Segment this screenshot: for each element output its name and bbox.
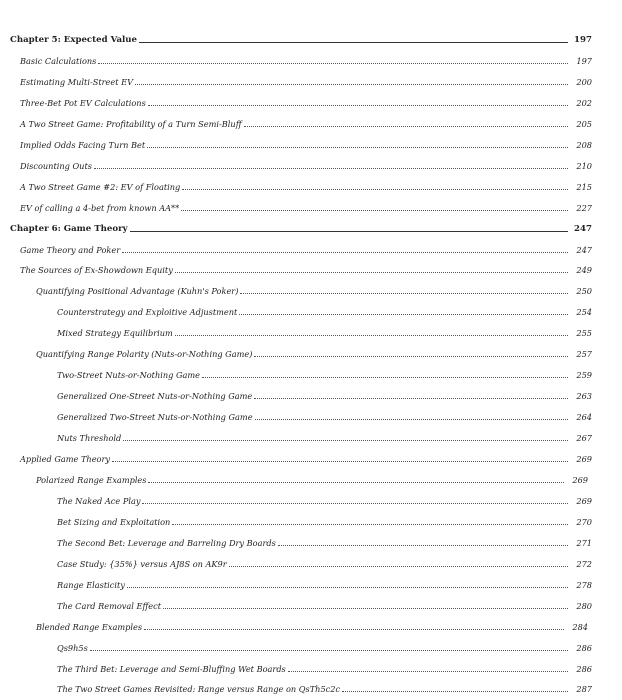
- toc-entry-row[interactable]: [0, 597, 622, 611]
- toc-entry-title: Mixed Strategy Equilibrium: [57, 328, 173, 339]
- toc-page-number: 287: [576, 684, 592, 695]
- toc-entry-row[interactable]: [0, 660, 622, 674]
- toc-entry-row[interactable]: [0, 429, 622, 443]
- dot-leader: [148, 105, 568, 106]
- toc-entry-title: Bet Sizing and Exploitation: [57, 516, 171, 527]
- toc-entry-title: Applied Game Theory: [20, 454, 111, 464]
- dot-leader: [240, 293, 568, 294]
- toc-entry-row[interactable]: [0, 513, 622, 527]
- dot-leader: [163, 608, 568, 609]
- toc-entry-title: Game Theory and Poker: [20, 244, 121, 255]
- toc-page-number: 208: [576, 139, 592, 150]
- toc-entry-title: Quantifying Range Polarity (Nuts-or-Nothing Game): [36, 349, 253, 360]
- toc-page-number: 269: [576, 495, 592, 506]
- toc-entry-title: A Two Street Game #2: EV of Floating: [20, 181, 181, 192]
- toc-page-number: 286: [576, 642, 592, 653]
- dot-leader: [147, 147, 568, 148]
- toc-page-number: 286: [576, 663, 592, 674]
- toc-page-number: 269: [572, 474, 588, 485]
- dot-leader: [181, 210, 568, 211]
- toc-entry-title: Generalized One-Street Nuts-or-Nothing Game: [57, 391, 253, 402]
- dot-leader: [127, 587, 568, 588]
- toc-entry-row[interactable]: [0, 73, 622, 87]
- toc-page-number: 255: [576, 328, 592, 339]
- dot-leader: [175, 272, 568, 273]
- toc-entry-title: Nuts Threshold: [57, 433, 122, 444]
- toc-entry-row[interactable]: [0, 450, 622, 464]
- toc-entry-row[interactable]: [0, 387, 622, 401]
- toc-page-number: 269: [576, 454, 592, 464]
- toc-page-number: 270: [576, 516, 592, 527]
- toc-entry-title: Blended Range Examples: [36, 621, 143, 632]
- toc-entry-title: The Sources of Ex-Showdown Equity: [20, 265, 173, 276]
- toc-entry-row[interactable]: [0, 241, 622, 255]
- toc-entry-title: Quantifying Positional Advantage (Kuhn's Poker): [36, 286, 239, 297]
- dot-leader: [255, 419, 568, 420]
- toc-page-number: 271: [576, 537, 592, 548]
- dot-leader: [135, 84, 568, 85]
- toc-entry-row[interactable]: [0, 555, 622, 569]
- toc-entry-row[interactable]: [0, 534, 622, 548]
- toc-entry-row[interactable]: [0, 136, 622, 150]
- toc-page-number: 278: [576, 579, 592, 590]
- toc-entry-title: Polarized Range Examples: [36, 474, 147, 485]
- toc-entry-row[interactable]: [0, 576, 622, 590]
- toc-entry-row[interactable]: [0, 303, 622, 317]
- toc-page-number: 210: [576, 160, 592, 171]
- toc-entry-row[interactable]: [0, 199, 622, 213]
- toc-entry-row[interactable]: [0, 52, 622, 66]
- toc-entry-row[interactable]: [0, 94, 622, 108]
- toc-entry-title: The Naked Ace Play: [57, 495, 141, 506]
- toc-entry-title: Qs9h5s: [57, 642, 88, 653]
- toc-entry-row[interactable]: [0, 282, 622, 296]
- dot-leader: [142, 503, 568, 504]
- dot-leader: [182, 189, 568, 190]
- toc-entry-title: Case Study: {35%} versus AJ8S on AK9r: [57, 558, 227, 569]
- toc-page-number: 247: [576, 244, 592, 255]
- toc-entry-title: The Two Street Games Revisited: Range versus Range on QsTh5c2c: [57, 684, 341, 695]
- dot-leader: [202, 377, 568, 378]
- toc-page-number: 264: [576, 412, 592, 423]
- toc-entry-title: Generalized Two-Street Nuts-or-Nothing Game: [57, 412, 253, 423]
- toc-entry-title: Two-Street Nuts-or-Nothing Game: [57, 370, 200, 381]
- dot-leader: [112, 461, 568, 462]
- toc-chapter-row[interactable]: [0, 220, 622, 234]
- dot-leader: [148, 482, 564, 483]
- toc-entry-row[interactable]: [0, 115, 622, 129]
- dot-leader: [278, 545, 568, 546]
- toc-entry-row[interactable]: [0, 680, 622, 694]
- dot-leader: [90, 650, 568, 651]
- toc-page-number: 227: [576, 202, 592, 213]
- dot-leader: [288, 671, 568, 672]
- toc-entry-title: Counterstrategy and Exploitive Adjustment: [57, 307, 238, 318]
- toc-chapter-row[interactable]: [0, 31, 622, 45]
- toc-entry-title: EV of calling a 4-bet from known AA**: [20, 202, 180, 213]
- dot-leader: [172, 524, 568, 525]
- toc-entry-row[interactable]: [0, 157, 622, 171]
- toc-page-number: 267: [576, 433, 592, 444]
- toc-page-number: 250: [576, 286, 592, 297]
- dot-leader: [342, 691, 568, 692]
- toc-entry-row[interactable]: [0, 471, 622, 485]
- toc-page-number: 249: [576, 265, 592, 276]
- dot-leader: [254, 398, 568, 399]
- toc-page-number: 205: [576, 118, 592, 129]
- toc-entry-row[interactable]: [0, 639, 622, 653]
- dot-leader: [130, 231, 568, 232]
- toc-page-number: 202: [576, 97, 592, 108]
- dot-leader: [139, 42, 568, 43]
- toc-page-number: 259: [576, 370, 592, 381]
- toc-entry-title: The Third Bet: Leverage and Semi-Bluffing Wet Boards: [57, 663, 286, 674]
- toc-entry-title: The Second Bet: Leverage and Barreling Dry Boards: [57, 537, 276, 548]
- toc-entry-row[interactable]: [0, 178, 622, 192]
- toc-entry-title: Chapter 5: Expected Value: [10, 35, 138, 45]
- toc-entry-row[interactable]: [0, 618, 622, 632]
- toc-page-number: 257: [576, 349, 592, 360]
- dot-leader: [254, 356, 568, 357]
- dot-leader: [144, 629, 564, 630]
- toc-entry-title: Basic Calculations: [20, 55, 97, 66]
- toc-entry-title: The Card Removal Effect: [57, 600, 162, 611]
- toc-entry-title: Discounting Outs: [20, 160, 92, 171]
- dot-leader: [239, 314, 568, 315]
- toc-page-number: 280: [576, 600, 592, 611]
- toc-page-number: 272: [576, 558, 592, 569]
- toc-entry-title: Chapter 6: Game Theory: [10, 223, 128, 234]
- toc-page-number: 247: [574, 223, 592, 234]
- toc-page-number: 200: [576, 76, 592, 87]
- toc-page-number: 215: [576, 181, 592, 192]
- toc-page-number: 197: [576, 55, 592, 66]
- toc-entry-row[interactable]: [0, 324, 622, 338]
- dot-leader: [123, 440, 568, 441]
- toc-entry-row[interactable]: [0, 492, 622, 506]
- dot-leader: [244, 126, 569, 127]
- toc-entry-title: Estimating Multi-Street EV: [20, 76, 133, 87]
- toc-entry-title: Implied Odds Facing Turn Bet: [20, 139, 146, 150]
- toc-entry-row[interactable]: [0, 345, 622, 359]
- dot-leader: [94, 168, 568, 169]
- toc-entry-row[interactable]: [0, 261, 622, 275]
- toc-entry-row[interactable]: [0, 366, 622, 380]
- dot-leader: [98, 63, 568, 64]
- toc-entry-title: Three-Bet Pot EV Calculations: [20, 97, 146, 108]
- toc-page-number: 254: [576, 307, 592, 318]
- toc-page-number: 197: [574, 35, 592, 45]
- toc-page-number: 284: [572, 621, 588, 632]
- dot-leader: [122, 252, 568, 253]
- toc-entry-title: A Two Street Game: Profitability of a Turn Semi-Bluff: [20, 118, 242, 129]
- dot-leader: [175, 335, 568, 336]
- toc-page-number: 263: [576, 391, 592, 402]
- dot-leader: [229, 566, 568, 567]
- toc-entry-row[interactable]: [0, 408, 622, 422]
- toc-entry-title: Range Elasticity: [57, 579, 125, 590]
